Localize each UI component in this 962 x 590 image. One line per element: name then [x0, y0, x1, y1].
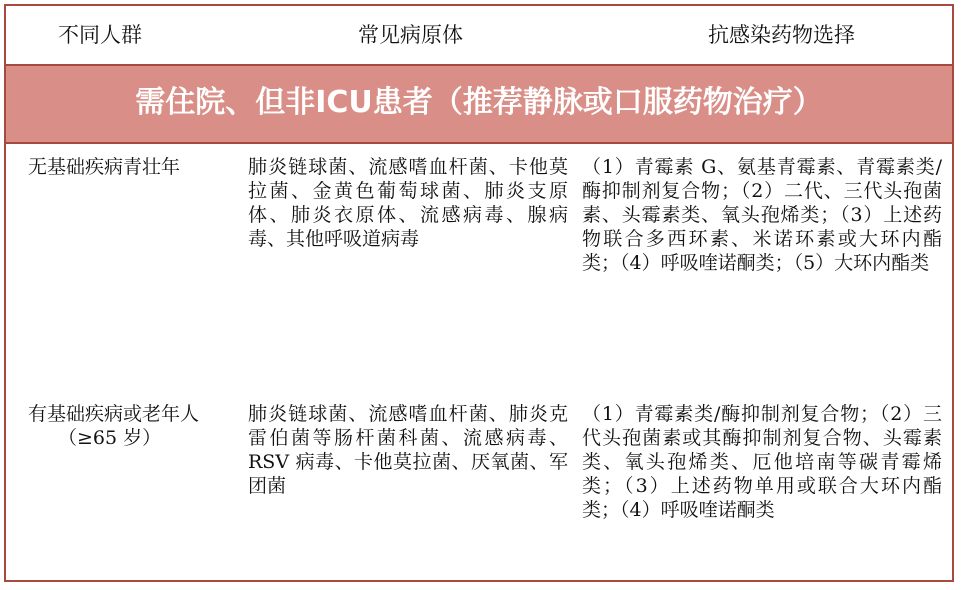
table-header-row — [6, 6, 952, 66]
row1-population-label: 无基础疾病青壮年 — [28, 156, 181, 178]
row2-population-label: 有基础疾病或老年人 — [28, 403, 200, 425]
row1-population — [28, 155, 243, 179]
section-title: 需住院、但非ICU患者（推荐静脉或口服药物治疗） — [135, 85, 823, 120]
header-drugs: 抗感染药物选择 — [708, 23, 855, 47]
row2-pathogens: 肺炎链球菌、流感嗜血杆菌、肺炎克雷伯菌等肠杆菌科菌、流感病毒、RSV 病毒、卡他莫拉菌、厌氧菌、军团菌 — [248, 403, 568, 497]
header-pathogens: 常见病原体 — [358, 23, 463, 47]
table-frame — [4, 4, 954, 582]
row2-population-age: （≥65 岁） — [58, 427, 162, 449]
section-banner — [6, 66, 952, 144]
row2-population — [28, 402, 243, 450]
row1-pathogens: 肺炎链球菌、流感嗜血杆菌、卡他莫拉菌、金黄色葡萄球菌、肺炎支原体、肺炎衣原体、流感病毒、腺病毒、其他呼吸道病毒 — [248, 156, 568, 250]
row2-drugs: （1）青霉素类/酶抑制剂复合物；（2）三代头孢菌素或其酶抑制剂复合物、头霉素类、氧头孢烯类、厄他培南等碳青霉烯类；（3）上述药物单用或联合大环内酯类；（4）呼吸喹诺酮类 — [582, 403, 942, 521]
header-population: 不同人群 — [58, 23, 142, 47]
row1-drugs: （1）青霉素 G、氨基青霉素、青霉素类/酶抑制剂复合物；（2）二代、三代头孢菌素、头霉素类、氧头孢烯类；（3）上述药物联合多西环素、米诺环素或大环内酯类；（4）呼吸喹诺酮类；（5）大环内酯类 — [582, 156, 942, 274]
